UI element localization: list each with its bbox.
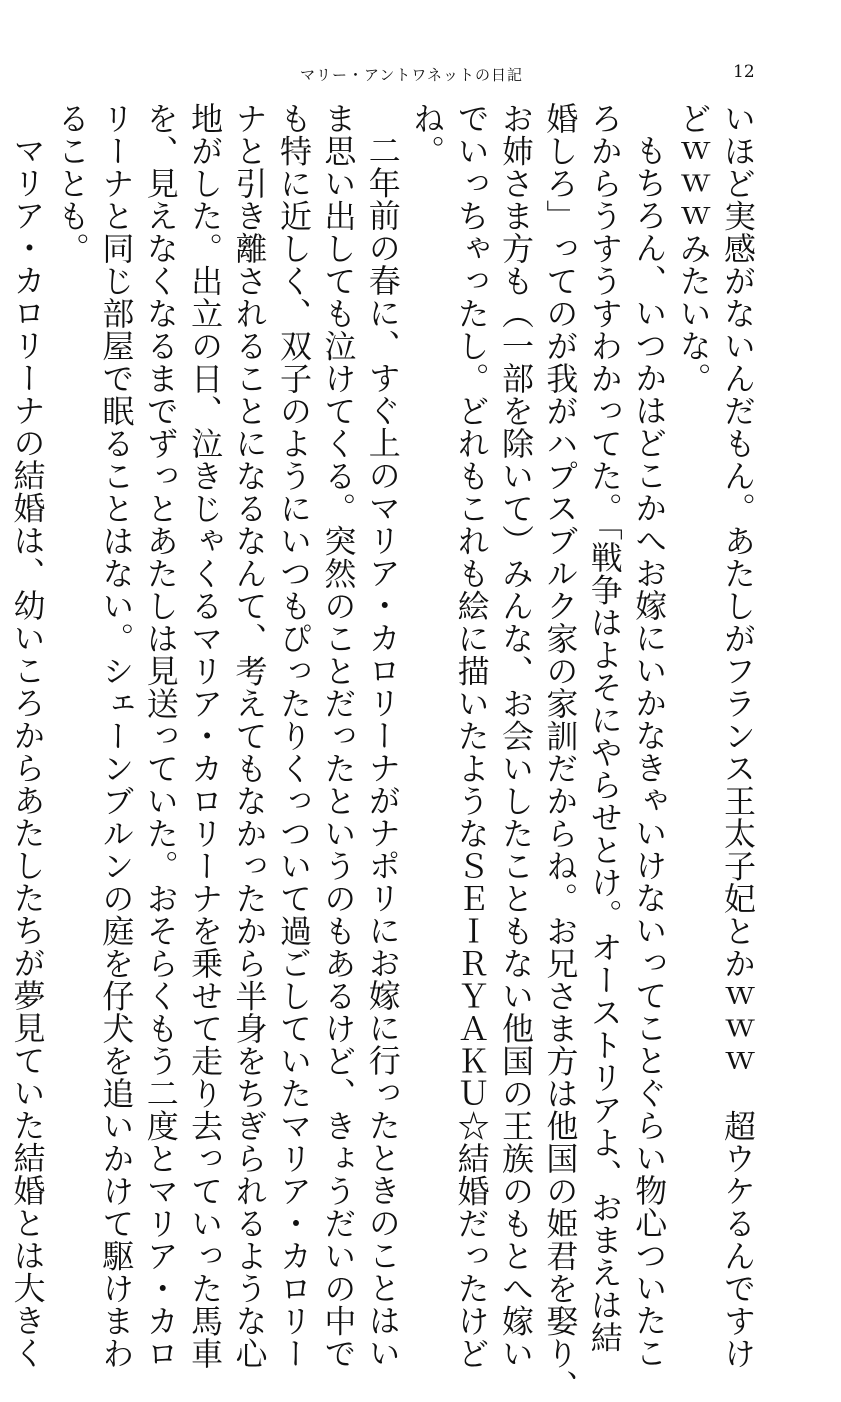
text-line: も特に近しく、双子のようにいつもぴったりくっついて過ごしていたマリア・カロリー: [274, 102, 313, 1370]
text-line: 二年前の春に、すぐ上のマリア・カロリーナがナポリにお嫁に行ったときのことはい: [363, 134, 402, 1369]
text-line: ナと引き離されることになるなんて、考えてもなかったから半身をちぎられるような心: [230, 102, 269, 1370]
text-line: ま思い出しても泣けてくる。突然のことだったというのもあるけど、きょうだいの中で: [319, 102, 358, 1370]
text-line: を、見えなくなるまでずっとあたしは見送っていた。おそらくもう二度とマリア・カロ: [141, 102, 180, 1370]
text-line: リーナと同じ部屋で眠ることはない。シェーンブルンの庭を仔犬を追いかけて駆けまわ: [97, 102, 136, 1370]
text-line: もちろん、いつかはどこかへお嫁にいかなきゃいけないってことぐらい物心ついたこ: [630, 134, 669, 1369]
vertical-text-body: [8, 102, 760, 1402]
text-line: ね。: [408, 102, 447, 167]
text-line: 婚しろ」ってのが我がハプスブルク家の家訓だからね。お兄さま方は他国の姫君を娶り、: [541, 102, 580, 1402]
text-line: お姉さま方も（一部を除いて）みんな、お会いしたこともない他国の王族のもとへ嫁い: [496, 102, 535, 1370]
text-line: どｗｗｗみたいな。: [674, 102, 713, 395]
text-line: ることも。: [52, 102, 91, 265]
text-line: ろからうすうすわかってた。「戦争はよそにやらせとけ。オーストリアよ、おまえは結: [585, 102, 624, 1354]
text-line: 地がした。出立の日、泣きじゃくるマリア・カロリーナを乗せて走り去っていった馬車: [186, 102, 225, 1370]
running-title: マリー・アントワネットの日記: [300, 66, 523, 84]
text-line: マリア・カロリーナの結婚は、幼いころからあたしたちが夢見ていた結婚とは大きく: [8, 134, 47, 1369]
page-number: 12: [733, 62, 755, 82]
text-line: でいっちゃったし。どれもこれも絵に描いたようなＳＥＩＲＹＡＫＵ☆結婚だったけど: [452, 102, 491, 1370]
text-line: いほど実感がないんだもん。あたしがフランス王太子妃とかｗｗｗ 超ウケるんですけ: [719, 102, 757, 1370]
